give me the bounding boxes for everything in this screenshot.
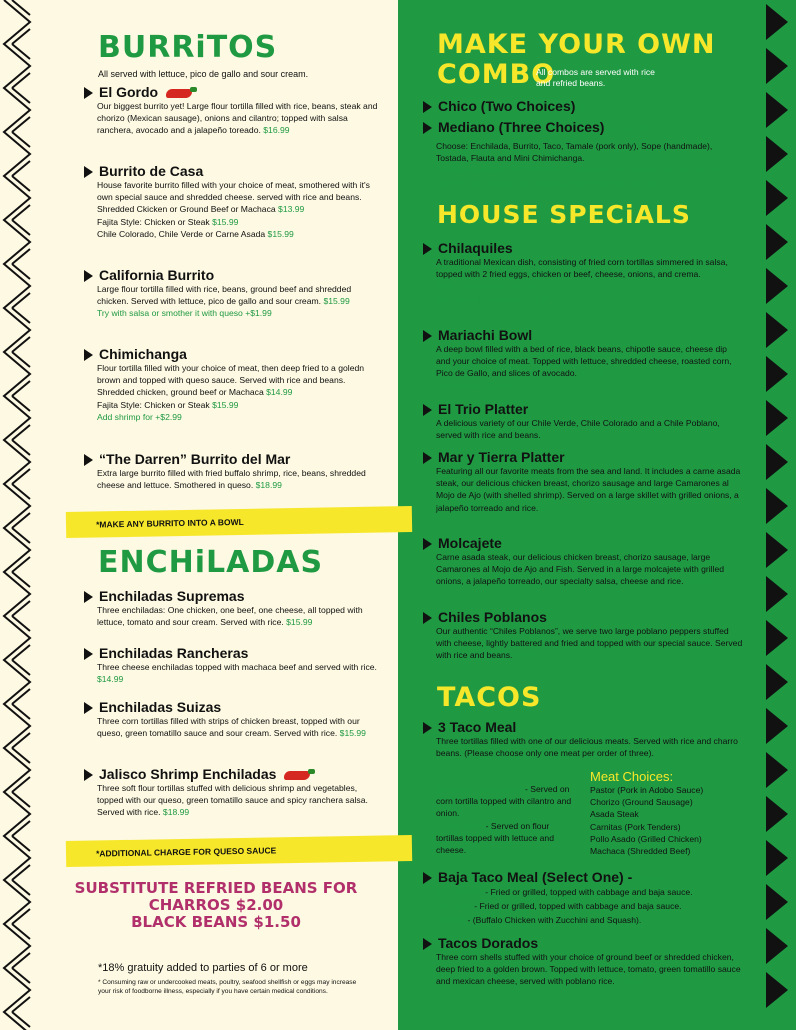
combo-toppings: Additional toppings +$2.49 each (Guacamole, sour cream, pico de gallo or queso) - Add lettuce, pico de gallo, sour cream for +$1.99 — [436, 165, 719, 188]
menu-item-burrito-de-casa — [84, 163, 384, 240]
combo-title-line: MAKE YOUR OWN — [437, 29, 716, 60]
item-desc: Three corn shells stuffed with your choice of ground beef or shredded chicken, deep fried to a golden brown. Topped with lettuce, tomato, green tomatillo sauce and mexican cheese, served with poblano rice. — [436, 952, 741, 987]
substitute-beans — [34, 880, 398, 931]
item-name: “The Darren” Burrito del Mar — [99, 451, 291, 467]
item-price: $18.99 — [255, 480, 282, 491]
item-name: Chilaquiles — [438, 240, 513, 256]
menu-item-3-taco-meal — [423, 719, 743, 759]
item-name: 3 Taco Meal — [438, 719, 517, 735]
menu-item-baja-taco-meal — [423, 869, 743, 927]
item-name: Chico (Two Choices) — [438, 98, 576, 114]
item-name: Jalisco Shrimp Enchiladas — [99, 766, 277, 782]
tacos-title: TACOS — [437, 682, 542, 713]
bullet-icon — [423, 330, 432, 342]
substitute-line: CHARROS $2.00 — [148, 896, 284, 914]
item-name: Mediano (Three Choices) — [438, 119, 605, 135]
bullet-icon — [423, 938, 432, 950]
meat-choices — [590, 769, 740, 857]
item-price: $18.99 — [162, 807, 190, 818]
menu-item-enchiladas-supremas — [84, 588, 384, 628]
item-desc: Three enchiladas: One chicken, one beef, one cheese, all topped with lettuce, tomato and sour cream. Served with rice. — [97, 605, 363, 628]
item-desc: House favorite burrito filled with your choice of meat, smothered with it's own special sauce and shredded cheese. served with rice and beans. — [97, 180, 370, 203]
gratuity-note: *18% gratuity added to parties of 6 or more — [98, 962, 308, 974]
combo-choices — [423, 140, 743, 189]
queso-banner: *ADDITIONAL CHARGE FOR QUESO SAUCE — [66, 835, 412, 867]
bullet-icon — [423, 122, 432, 134]
menu-item-chimichanga — [84, 346, 384, 423]
item-name: Baja Taco Meal (Select One) - — [438, 869, 633, 885]
item-name: Enchiladas Supremas — [99, 588, 245, 604]
baja-option-label: Baja Shrimp — [436, 887, 483, 897]
bullet-icon — [423, 722, 432, 734]
menu-item-california-burrito — [84, 267, 384, 320]
bullet-icon — [423, 612, 432, 624]
item-price: $15.99 — [286, 617, 313, 628]
item-name: El Trio Platter — [438, 401, 529, 417]
item-name: El Gordo — [99, 84, 159, 100]
meat-option: Machaca (Shredded Beef) — [590, 846, 691, 857]
menu-item-mariachi-bowl — [423, 327, 743, 392]
house-specials-title: HOUSE SPECiALS — [437, 200, 691, 229]
combo-option-chico — [423, 98, 743, 114]
bullet-icon — [84, 648, 93, 660]
menu-item-enchiladas-suizas — [84, 699, 384, 739]
right-tribal-border — [762, 0, 796, 1030]
gringo-style-label: Gringo Style — [436, 820, 484, 831]
item-extra: Add shrimp for +$2.99 — [97, 411, 182, 422]
item-price: $36.99 — [685, 576, 713, 587]
left-tribal-border — [0, 0, 34, 1030]
meat-option: Pollo Asado (Grilled Chicken) — [590, 833, 702, 844]
item-price: $15.99 — [212, 216, 239, 227]
menu-item-molcajete — [423, 535, 743, 588]
menu-item-enchiladas-rancheras — [84, 645, 384, 685]
meat-option: Chorizo (Ground Sausage) — [590, 797, 693, 808]
item-desc: Flour tortilla filled with your choice of meat, then deep fried to a goledn brown and topped with queso sauce. Served with rice and beans. — [97, 363, 365, 386]
chili-pepper-icon — [166, 89, 192, 98]
item-desc: Large flour tortilla filled with rice, beans, ground beef and shredded chicken. Served with lettuce, pico de gallo and sour cream. — [97, 284, 352, 307]
option-line: Chile Colorado, Chile Verde or Carne Asada — [97, 228, 266, 239]
item-desc: Our authentic “Chiles Poblanos”, we serve two large poblano peppers stuffed with cheese, lightly battered and fried and topped with our special sauce. Served with rice and beans. — [436, 626, 743, 661]
item-name: Chimichanga — [99, 346, 187, 362]
item-price: $15.99 — [514, 650, 542, 661]
bullet-icon — [423, 101, 432, 113]
bullet-icon — [423, 452, 432, 464]
item-price: $14.99 — [266, 387, 293, 398]
meat-option: Asada Steak — [590, 809, 639, 820]
bullet-icon — [84, 769, 93, 781]
item-extra: Add Shrimp +$2.99 — [436, 380, 510, 391]
baja-option-desc: - Fried or grilled, topped with cabbage and baja sauce. — [482, 887, 693, 897]
bowl-banner: *MAKE ANY BURRITO INTO A BOWL — [66, 506, 412, 538]
item-name: Burrito de Casa — [99, 163, 204, 179]
item-desc: Three soft flour tortillas stuffed with delicious shrimp and vegetables, topped with our queso, green tomatillo sauce and spicy ranchera salsa. Served with rice. — [97, 783, 368, 818]
meat-choices-title: Meat Choices: — [590, 769, 674, 784]
item-desc: Three corn tortillas filled with strips of chicken breast, topped with our queso, green tomatillo sauce and sour cream. Served with rice. — [97, 716, 360, 739]
meat-option: Pastor (Pork in Adobo Sauce) — [590, 785, 704, 795]
bullet-icon — [423, 872, 432, 884]
bullet-icon — [84, 591, 93, 603]
combo-subtitle: All combos are served with rice and refried beans. — [536, 67, 655, 88]
bullet-icon — [84, 349, 93, 361]
food-safety-disclaimer: * Consuming raw or undercooked meats, poultry, seafood shellfish or eggs may increase your risk of foodborne illness, especially if you have certain medical conditions. — [98, 979, 357, 995]
item-name: Chiles Poblanos — [438, 609, 547, 625]
item-name: California Burrito — [99, 267, 215, 283]
gringo-style-desc: - Served on flour tortillas topped with lettuce and cheese. — [436, 820, 554, 856]
bullet-icon — [84, 87, 93, 99]
street-style-desc: - Served on corn tortilla topped with cilantro and onion. — [436, 784, 572, 819]
item-price: $33.99 — [540, 502, 567, 513]
item-name: Mariachi Bowl — [438, 327, 533, 343]
item-price: $13.99 — [617, 976, 644, 987]
substitute-line: SUBSTITUTE REFRIED BEANS FOR — [74, 879, 358, 897]
bullet-icon — [423, 404, 432, 416]
item-desc: Featuring all our favorite meats from the sea and land. It includes a carne asada steak, our delicious chicken breast, chorizo sausage and large Camarones al Mojo de Ajo (with shelled shrimp). Served on a large skillet with grilled onions, a jalapeño torreado and rice. — [436, 466, 741, 513]
menu-item-tacos-dorados — [423, 935, 743, 988]
menu-item-chilaquiles — [423, 240, 743, 305]
item-price: $15.99 — [212, 399, 239, 410]
item-desc: Three cheese enchiladas topped with machaca beef and served with rice. — [97, 662, 377, 672]
enchiladas-title: ENCHiLADAS — [98, 545, 324, 580]
bullet-icon — [423, 538, 432, 550]
item-price: $15.99 — [323, 296, 350, 307]
item-price: $16.99 — [263, 125, 290, 136]
meat-option: Carnitas (Pork Tenders) — [590, 821, 681, 832]
baja-option-label: Donkey — [436, 915, 466, 925]
menu-item-mar-y-tierra — [423, 449, 743, 514]
bullet-icon — [84, 702, 93, 714]
item-name: Molcajete — [438, 535, 502, 551]
item-price: $14.99 — [97, 674, 124, 685]
bullet-icon — [423, 243, 432, 255]
menu-item-el-gordo — [84, 84, 384, 137]
baja-option-label: Baja Fish — [436, 901, 472, 911]
item-price: $15.99 — [703, 269, 730, 280]
item-extra: With Carne Asada - $20.99 — [436, 281, 540, 292]
substitute-line: BLACK BEANS $1.50 — [131, 913, 301, 931]
item-price: $15.99 — [339, 728, 366, 739]
item-desc: Three tortillas filled with one of our delicious meats. Served with rice and charro beans. (Please choose only one meat per order of three). — [436, 736, 738, 759]
taco-style-options — [423, 783, 573, 856]
menu-item-chiles-poblanos — [423, 609, 743, 662]
bullet-icon — [84, 270, 93, 282]
item-price: $22.99 — [543, 430, 570, 441]
item-name: Enchiladas Suizas — [99, 699, 222, 715]
menu-item-the-darren — [84, 451, 384, 491]
item-desc: Our biggest burrito yet! Large flour tortilla filled with rice, beans, steak and chorizo (Mexican sausage), onions and cilantro; topped with salsa ranchera, avocado and a jalapeño toreado. — [97, 101, 378, 136]
item-price: $16.99 — [656, 748, 683, 759]
combo-choose-text: Choose: Enchilada, Burrito, Taco, Tamale (pork only), Sope (handmade), Tostada, Flauta and Mini Chimichanga. — [436, 141, 713, 164]
chili-pepper-icon — [284, 771, 310, 780]
item-name: Tacos Dorados — [438, 935, 539, 951]
item-price: $16.99 — [608, 119, 652, 135]
item-desc: Extra large burrito filled with fried buffalo shrimp, rice, beans, shredded cheese and lettuce. Smothered in queso. — [97, 468, 366, 491]
option-line: Fajita Style: Chicken or Steak — [97, 216, 210, 227]
item-price: $15.99 — [267, 228, 294, 239]
baja-option-desc: - (Buffalo Chicken with Zucchini and Squash). — [465, 915, 642, 925]
burritos-title: BURRiTOS — [98, 30, 278, 65]
item-desc: A deep bowl filled with a bed of rice, black beans, chipotle sauce, cheese dip and your choice of meat. Topped with lettuce, shredded cheese, roasted corn, Pico de Gallo, and slices of avocado. — [436, 344, 732, 379]
burritos-intro: All served with lettuce, pico de gallo and sour cream. — [98, 69, 309, 79]
street-style-label: Traditional Street Style — [436, 784, 523, 794]
bullet-icon — [84, 166, 93, 178]
item-desc: Carne asada steak, our delicious chicken breast, chorizo sausage, large Camarones al Mojo de Ajo and Fish. Served in a large molcajete with grilled onions, a jalapeño torreado, our specialty salsa, cheese and rice. — [436, 552, 725, 587]
item-price: $13.99 — [278, 204, 305, 215]
item-price: $20.49 — [636, 874, 664, 884]
item-name: Mar y Tierra Platter — [438, 449, 565, 465]
bullet-icon — [84, 454, 93, 466]
menu-item-el-trio-platter — [423, 401, 743, 441]
item-extra: Try with salsa or smother it with queso +$1.99 — [97, 308, 272, 319]
item-price: $14.99 — [579, 98, 623, 114]
item-desc: A traditional Mexican dish, consisting of fried corn tortillas simmered in salsa, topped with 2 fried eggs, chicken or beef, cheese, onions, and crema. — [436, 257, 728, 280]
baja-option-desc: - Fried or grilled, topped with cabbage and baja sauce. — [471, 901, 682, 911]
combo-title-line: COMBO — [437, 59, 556, 90]
item-extra: Add specialty meat for +$2.49 — [436, 293, 550, 304]
option-line: Shredded Ckicken or Ground Beef or Machaca — [97, 204, 276, 215]
item-name: Enchiladas Rancheras — [99, 645, 249, 661]
option-line: Fajita Style: Chicken or Steak — [97, 399, 210, 410]
item-desc: A delicious variety of our Chile Verde, Chile Colorado and a Chile Poblano, served with rice and beans. — [436, 418, 720, 441]
item-price: $17.99 — [579, 368, 606, 379]
combo-option-mediano — [423, 119, 743, 135]
option-line: Shredded chicken, ground beef or Machaca — [97, 387, 264, 398]
menu-item-jalisco-shrimp-enchiladas — [84, 766, 384, 819]
